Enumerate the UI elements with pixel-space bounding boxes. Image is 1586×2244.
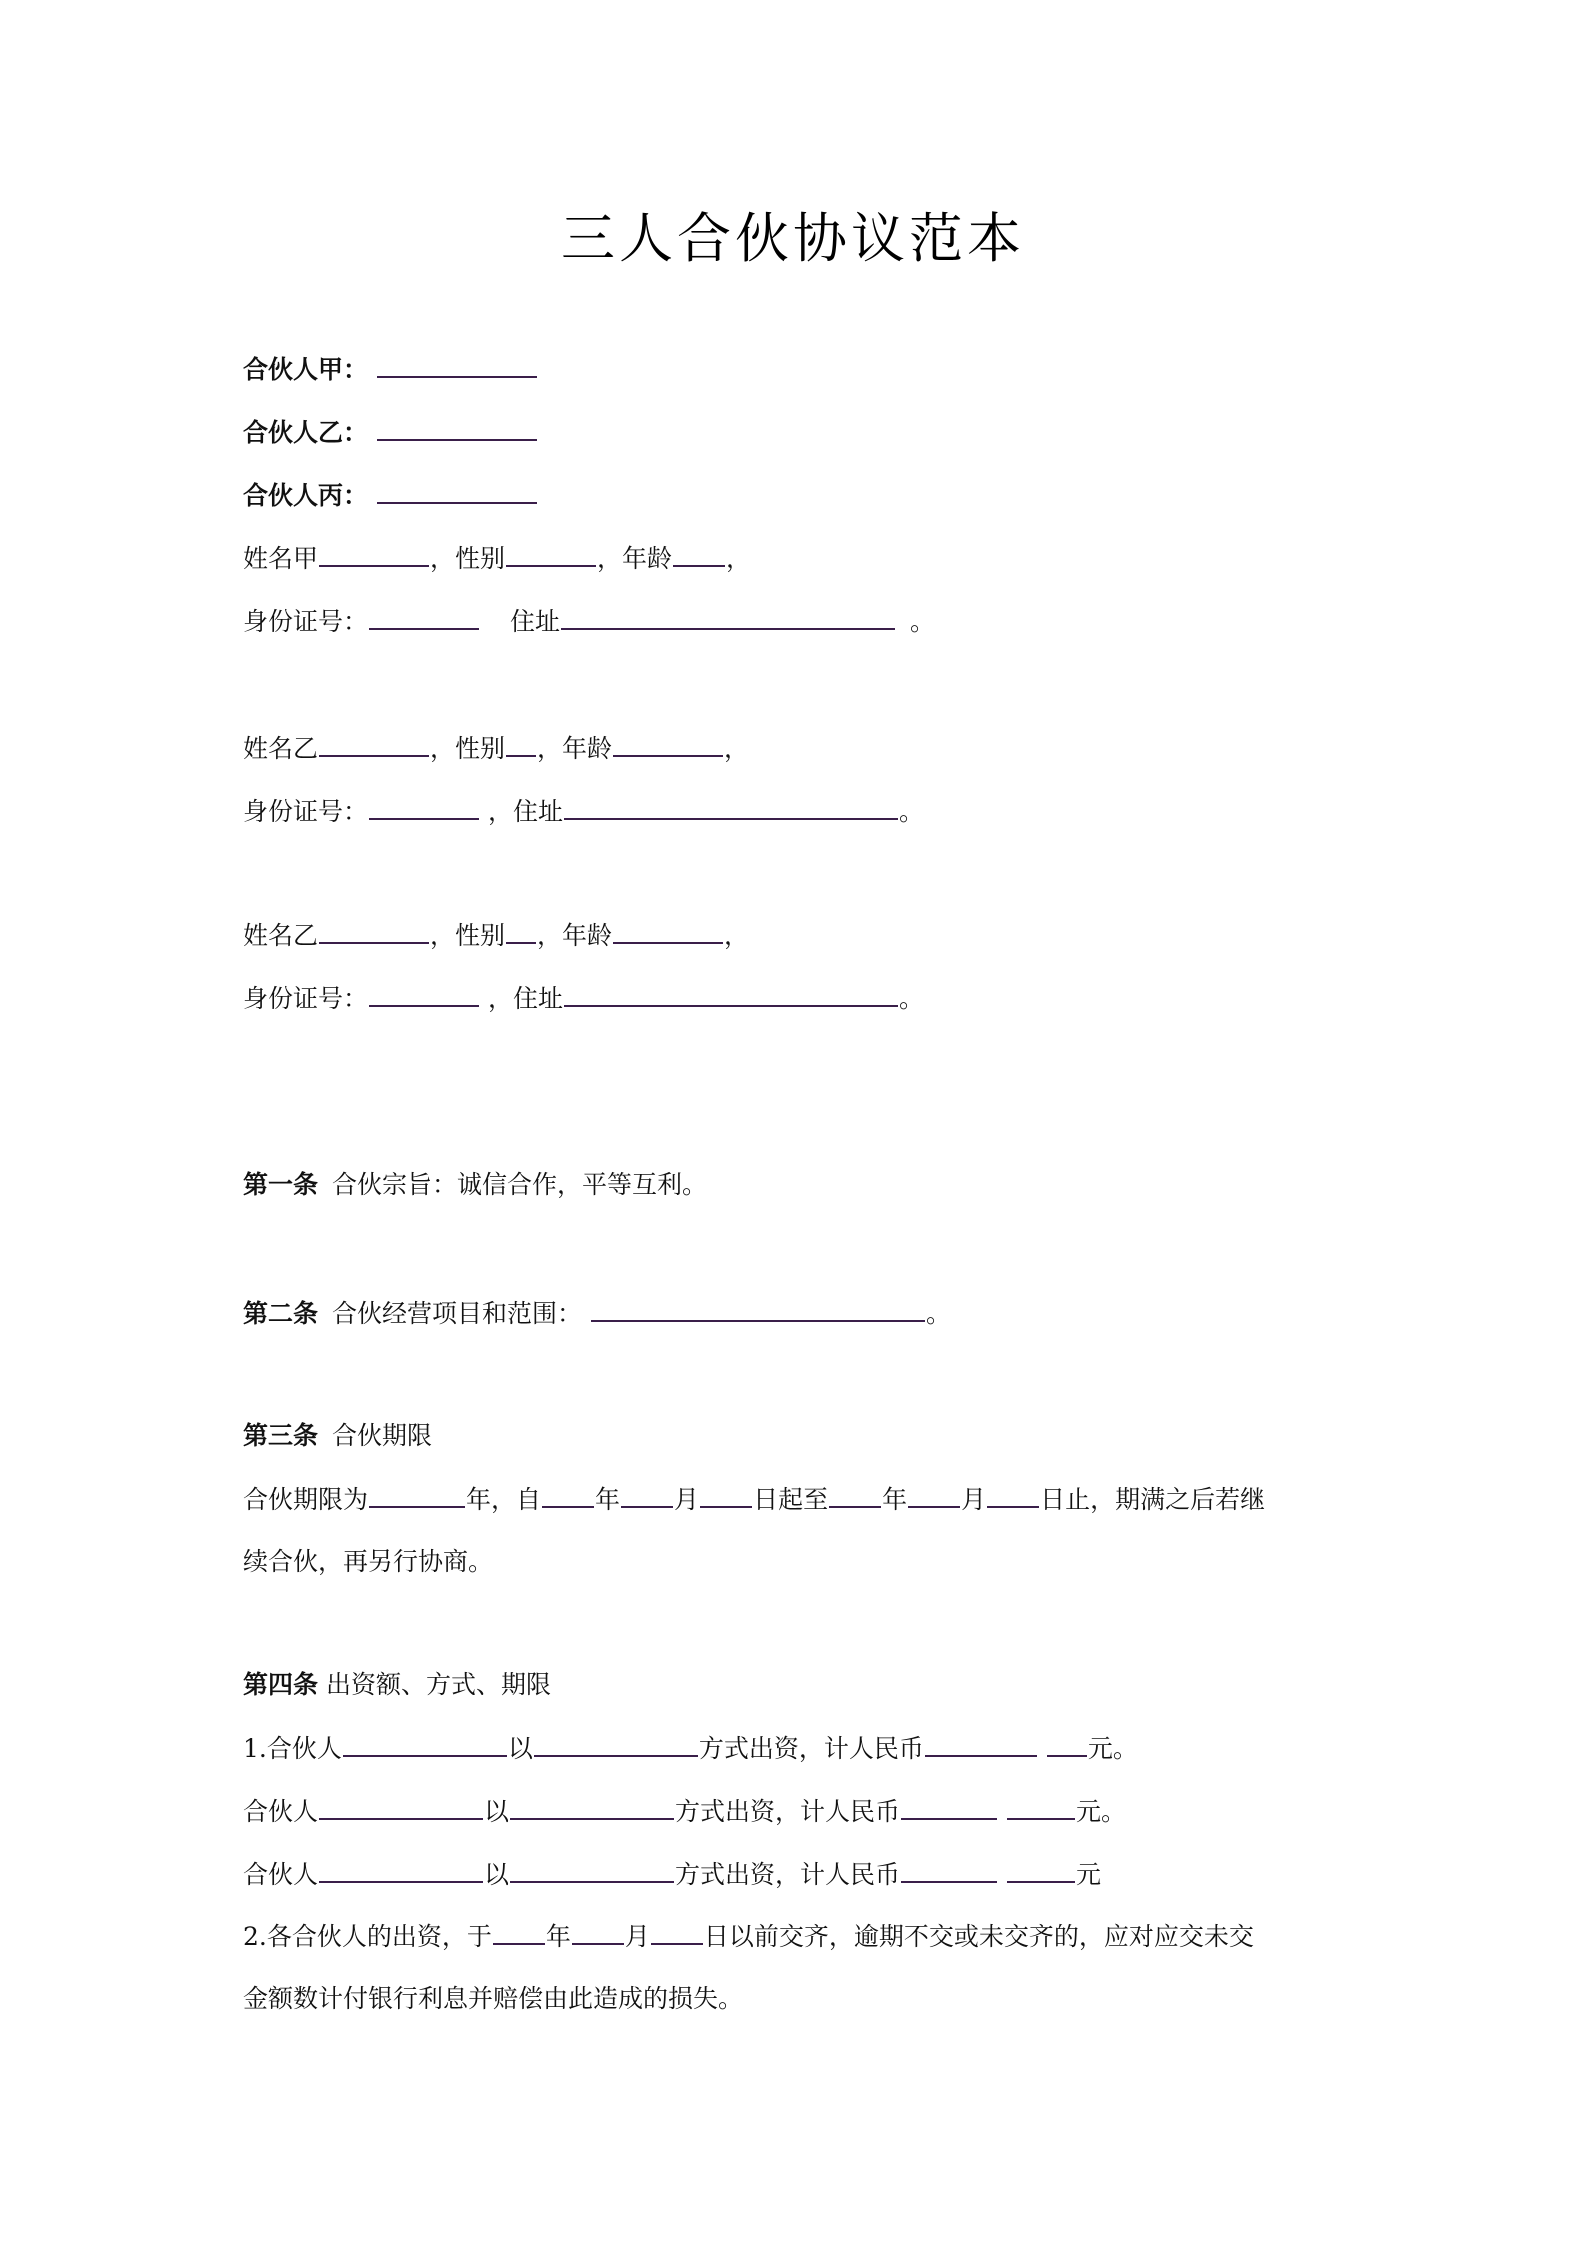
year-label: 年 [545,1922,571,1951]
end-year-field[interactable] [829,1482,881,1508]
partner-3-id-row [243,981,924,1016]
age-field[interactable] [613,918,723,944]
age-field[interactable] [673,541,725,567]
address-field[interactable] [564,794,898,820]
party-a-field[interactable] [377,352,537,378]
article-3-heading: 第三条 [243,1421,319,1450]
contribution-row-3 [243,1857,1101,1892]
name-field[interactable] [319,918,429,944]
deadline-text: 日以前交齐，逾期不交或未交齐的，应对应交未交 [703,1922,1254,1951]
id-field[interactable] [369,981,479,1007]
end-month-field[interactable] [908,1482,960,1508]
partner-prefix: 1.合伙人 [243,1734,342,1763]
deadline-month-field[interactable] [572,1919,624,1945]
term-from-label: 年，自 [466,1485,542,1514]
gender-field[interactable] [506,541,596,567]
age-field[interactable] [613,731,723,757]
address-end: 。 [899,984,925,1013]
month-label: 月 [624,1922,650,1951]
year-label: 年 [882,1485,908,1514]
age-end: ， [724,734,750,763]
start-month-field[interactable] [621,1482,673,1508]
id-label: 身份证号： [243,797,369,826]
deadline-prefix: 2.各合伙人的出资，于 [243,1922,492,1951]
partner-name-field[interactable] [343,1731,507,1757]
gender-label: ，性别 [430,544,506,573]
start-day-field[interactable] [700,1482,752,1508]
age-label: ，年龄 [537,734,613,763]
amount-field[interactable] [901,1794,997,1820]
party-b-field[interactable] [377,415,537,441]
article-2-end: 。 [926,1299,952,1328]
party-c-label: 合伙人丙： [243,481,369,510]
age-label: ，年龄 [597,544,673,573]
partner-name-field[interactable] [319,1794,483,1820]
party-b-row [243,415,538,450]
address-field[interactable] [561,604,895,630]
address-label: ，住址 [488,797,564,826]
method-field[interactable] [510,1794,674,1820]
partner-1-id-row [243,604,935,639]
party-a-row [243,352,538,387]
gender-field[interactable] [506,918,536,944]
partner-3-name-row [243,918,749,953]
by-label: 以 [507,1734,533,1763]
term-years-field[interactable] [369,1482,465,1508]
method-label: 方式出资，计人民币 [698,1734,924,1763]
article-3-heading-row [243,1419,432,1453]
gender-field[interactable] [506,731,536,757]
day-to-label: 日起至 [753,1485,829,1514]
article-3-title: 合伙期限 [332,1421,433,1450]
party-c-row [243,478,538,513]
start-year-field[interactable] [542,1482,594,1508]
term-label: 合伙期限为 [243,1485,369,1514]
yuan-label: 元。 [1076,1797,1127,1826]
partner-name-field[interactable] [319,1857,483,1883]
business-scope-field[interactable] [591,1296,925,1322]
partner-prefix: 合伙人 [243,1860,319,1889]
name-label: 姓名甲 [243,544,319,573]
article-1 [243,1168,707,1202]
deadline-year-field[interactable] [493,1919,545,1945]
address-label: ，住址 [488,984,564,1013]
address-field[interactable] [564,981,898,1007]
term-end-text: 日止，期满之后若继 [1040,1485,1266,1514]
partner-2-name-row [243,731,749,766]
party-c-field[interactable] [377,478,537,504]
article-1-text: 合伙宗旨：诚信合作，平等互利。 [332,1170,708,1199]
gender-label: ，性别 [430,734,506,763]
address-end: 。 [910,607,936,636]
amount-field[interactable] [901,1857,997,1883]
partner-prefix: 合伙人 [243,1797,319,1826]
article-4-title: 出资额、方式、期限 [326,1670,552,1699]
party-a-label: 合伙人甲： [243,355,369,384]
amount-field-2[interactable] [1047,1731,1087,1757]
yuan-label: 元。 [1087,1734,1138,1763]
partner-2-id-row [243,794,924,829]
article-3-cont-row [243,1545,493,1579]
article-4-heading-row [243,1668,551,1702]
id-label: 身份证号： [243,607,369,636]
method-field[interactable] [510,1857,674,1883]
contribution-deadline-row [243,1919,1254,1954]
method-label: 方式出资，计人民币 [675,1860,901,1889]
article-3-term-row [243,1482,1265,1517]
amount-field-2[interactable] [1007,1857,1075,1883]
name-label: 姓名乙 [243,734,319,763]
gender-label: ，性别 [430,921,506,950]
article-2-heading: 第二条 [243,1299,319,1328]
contribution-row-2 [243,1794,1126,1829]
end-day-field[interactable] [987,1482,1039,1508]
age-end: ， [724,921,750,950]
id-field[interactable] [369,604,479,630]
name-label: 姓名乙 [243,921,319,950]
method-label: 方式出资，计人民币 [675,1797,901,1826]
name-field[interactable] [319,541,429,567]
id-field[interactable] [369,794,479,820]
party-b-label: 合伙人乙： [243,418,369,447]
contribution-row-1 [243,1731,1138,1766]
contribution-deadline-cont [243,1982,743,2016]
partner-1-name-row [243,541,751,576]
deadline-continuation: 金额数计付银行利息并赔偿由此造成的损失。 [243,1984,744,2013]
by-label: 以 [484,1797,510,1826]
month-label: 月 [674,1485,700,1514]
yuan-label: 元 [1076,1860,1102,1889]
amount-field[interactable] [925,1731,1037,1757]
month-label: 月 [961,1485,987,1514]
term-continuation: 续合伙，再另行协商。 [243,1547,494,1576]
document-title: 三人合伙协议范本 [561,207,1025,270]
address-label: 住址 [510,607,561,636]
age-label: ，年龄 [537,921,613,950]
article-4-heading: 第四条 [243,1670,319,1699]
article-1-heading: 第一条 [243,1170,319,1199]
method-field[interactable] [534,1731,698,1757]
name-field[interactable] [319,731,429,757]
address-end: 。 [899,797,925,826]
age-end: ， [726,544,752,573]
article-2 [243,1296,951,1331]
amount-field-2[interactable] [1007,1794,1075,1820]
year-label: 年 [595,1485,621,1514]
by-label: 以 [484,1860,510,1889]
id-label: 身份证号： [243,984,369,1013]
article-2-text: 合伙经营项目和范围： [332,1299,583,1328]
deadline-day-field[interactable] [651,1919,703,1945]
